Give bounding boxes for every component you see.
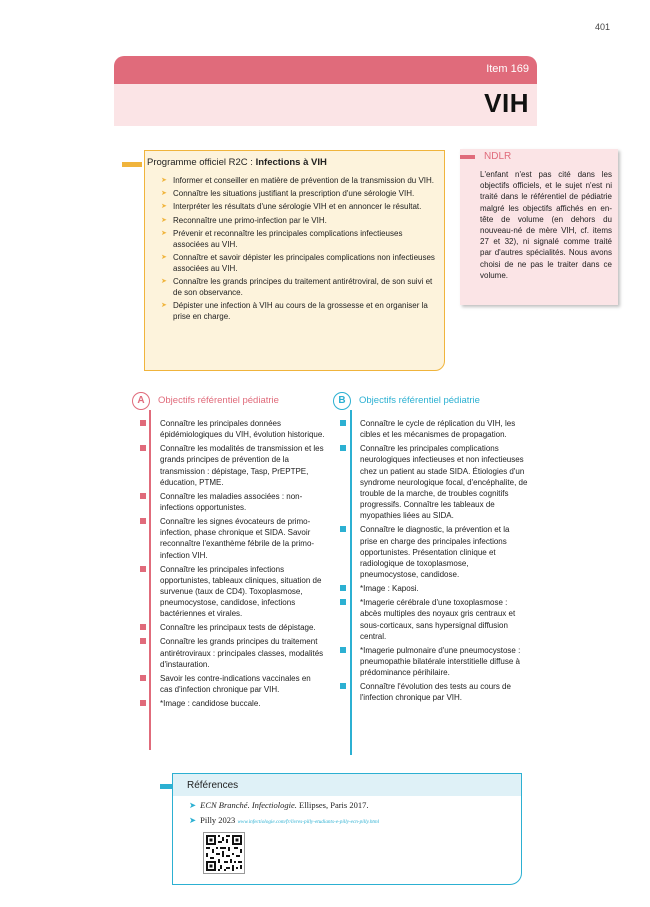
programme-item: ➤ Connaître les grands principes du traitement antirétroviral, de son suivi et de son observance.	[161, 276, 439, 298]
programme-item: ➤ Dépister une infection à VIH au cours de la grossesse et en organiser la prise en charge.	[161, 300, 439, 322]
programme-item: ➤ Connaître et savoir dépister les principales complications non infectieuses associées au VIH.	[161, 252, 439, 274]
col-b-title: Objectifs référentiel pédiatrie	[359, 395, 480, 406]
list-item: *Imagerie pulmonaire d'une pneumocystose : pneumopathie bilatérale interstitielle diffuse à prédominance périhilaire.	[340, 645, 528, 679]
references-header	[173, 774, 521, 796]
reference-1	[189, 800, 368, 811]
programme-box	[144, 150, 445, 371]
programme-list	[161, 175, 439, 325]
ndlr-text: L'enfant n'est pas cité dans les objectifs officiels, et le sujet n'est ni traité dans le référentiel de pédiatrie malgré les objectifs affichés en en-tête de volume (en dehors du nouveau-né de mère VIH, cf. items 27 et 32), ni signalé comme traité par d'autres spécialités. Nous avons choisi de ne pas le traiter dans ce volume.	[480, 170, 612, 280]
list-item: *Image : candidose buccale.	[140, 698, 325, 709]
list-item: Connaître les grands principes du traitement antirétroviraux : principales classes, modalités d'instauration.	[140, 636, 325, 670]
arrow-icon: ➤	[189, 815, 197, 825]
qr-code-icon	[203, 832, 245, 874]
list-item: Connaître le cycle de réplication du VIH, les cibles et les mécanismes de propagation.	[340, 418, 528, 440]
header-title-band	[114, 84, 537, 126]
reference-1-rest: Ellipses, Paris 2017.	[296, 800, 369, 810]
list-item: Connaître les signes évocateurs de primo-infection, phase chronique et SIDA. Savoir reconnaître l'exanthème fébrile de la primo-infection VIH.	[140, 516, 325, 561]
list-item: Connaître les principales infections opportunistes, tableaux cliniques, situation de survenue (taux de CD4). Toxoplasmose, pneumocystose, candidose, infections bactériennes et virales.	[140, 564, 325, 620]
item-header	[114, 56, 537, 126]
list-item: Connaître les principales données épidémiologiques du VIH, évolution historique.	[140, 418, 325, 440]
level-b-badge: B	[333, 392, 351, 410]
ndlr-tab-marker	[460, 155, 475, 159]
ndlr-note	[460, 149, 618, 305]
list-item: *Imagerie cérébrale d'une toxoplasmose : abcès multiples des noyaux gris centraux et sous-corticaux, sans hypersignal diffusion central.	[340, 597, 528, 642]
programme-item: ➤ Reconnaître une primo-infection par le VIH.	[161, 215, 439, 226]
col-a-title: Objectifs référentiel pédiatrie	[158, 395, 279, 406]
page-number: 401	[594, 22, 610, 32]
references-title: Références	[187, 780, 239, 791]
reference-1-title: ECN Branché. Infectiologie.	[200, 800, 297, 810]
programme-item: ➤ Prévenir et reconnaître les principales complications infectieuses associées au VIH.	[161, 228, 439, 250]
ndlr-title: NDLR	[484, 151, 512, 162]
programme-item: ➤ Interpréter les résultats d'une sérologie VIH et en annoncer le résultat.	[161, 201, 439, 212]
programme-title-bold: Infections à VIH	[255, 157, 327, 168]
reference-2	[189, 815, 379, 826]
programme-title: Programme officiel R2C : Infections à VIH	[147, 157, 327, 168]
list-item: Connaître l'évolution des tests au cours de l'infection chronique par VIH.	[340, 681, 528, 703]
header-top-band	[114, 56, 537, 84]
programme-item: ➤ Connaître les situations justifiant la prescription d'une sérologie VIH.	[161, 188, 439, 199]
page-title: VIH	[484, 88, 529, 118]
references-box	[172, 773, 522, 885]
list-item: Connaître les principaux tests de dépistage.	[140, 622, 325, 633]
item-number: Item 169	[486, 63, 529, 75]
reference-2-name: Pilly 2023	[200, 815, 238, 825]
list-item: Connaître les principales complications neurologiques infectieuses et non infectieuses chez un patient au stade SIDA. Étiologies d'un syndrome neurologique focal, d'encéphalite, de trouble de la marche, de troubles cognitifs progressifs. Connaître les tableaux de myopathies liées au SIDA.	[340, 443, 528, 521]
list-item: Connaître les modalités de transmission et les grands principes de prévention de la transmission : dépistage, Tasp, PrEPTPE, éducation, PTME.	[140, 443, 325, 488]
col-b-list	[340, 418, 528, 706]
col-a-list	[140, 418, 325, 712]
list-item: Connaître le diagnostic, la prévention et la prise en charge des principales infections opportunistes. Présentation clinique et radiologique de toxoplasmose, pneumocystose, candidose.	[340, 524, 528, 580]
reference-2-link[interactable]: www.infectiologie.com/fr/livres-pilly-etudiants-e-pilly-ecn-pilly.html	[237, 819, 380, 825]
list-item: Savoir les contre-indications vaccinales en cas d'infection chronique par VIH.	[140, 673, 325, 695]
level-a-badge: A	[132, 392, 150, 410]
list-item: Connaître les maladies associées : non-infections opportunistes.	[140, 491, 325, 513]
programme-tab-marker	[122, 162, 142, 167]
programme-item: ➤ Informer et conseiller en matière de prévention de la transmission du VIH.	[161, 175, 439, 186]
arrow-icon: ➤	[189, 800, 197, 810]
list-item: *Image : Kaposi.	[340, 583, 528, 594]
